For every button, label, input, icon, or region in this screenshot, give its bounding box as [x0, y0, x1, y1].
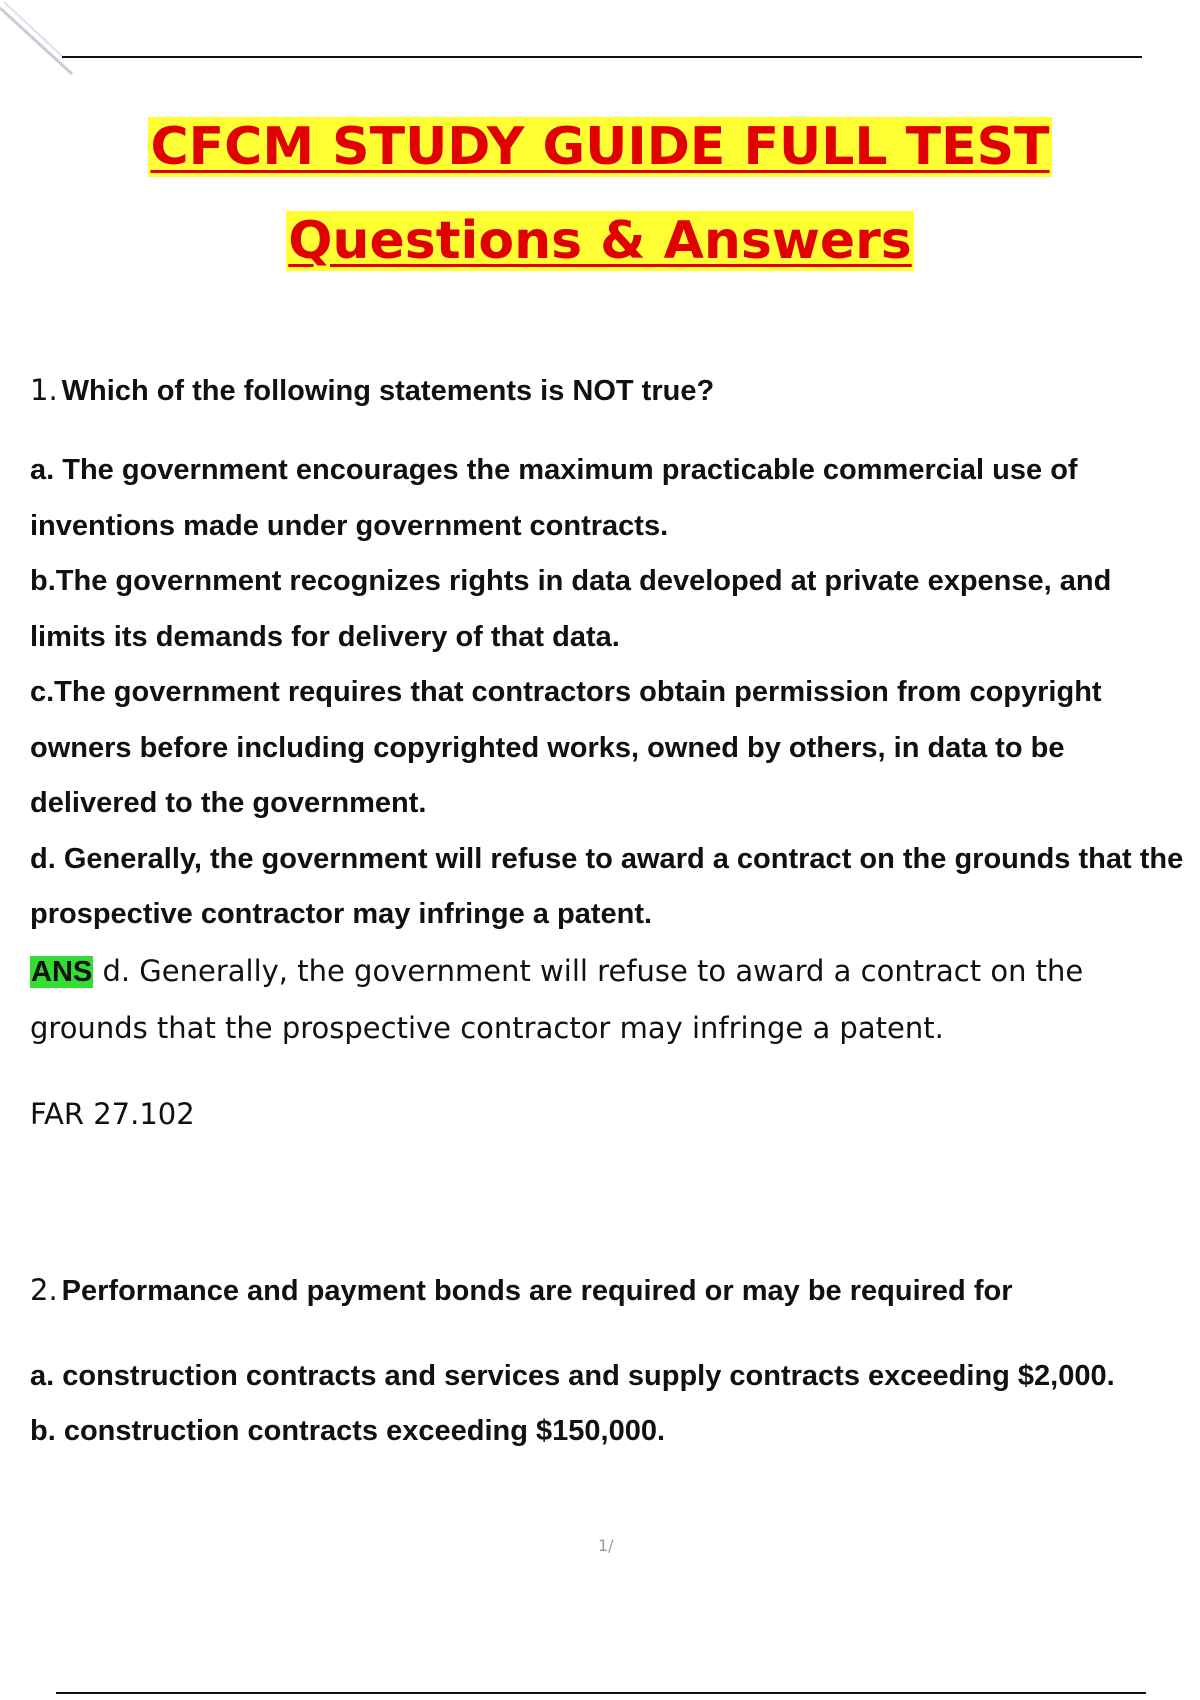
option-b: b. construction contracts exceeding $150,000. [30, 1415, 666, 1447]
question-text: Performance and payment bonds are required or may be required for [61, 1274, 1013, 1307]
document-title [0, 100, 1200, 288]
option-d: d. Generally, the government will refuse to award a contract on the grounds that the prospective contractor may infringe a patent. [30, 842, 1184, 930]
title-line-2: Questions & Answers [288, 211, 912, 271]
reference: FAR 27.102 [30, 1096, 195, 1131]
option-a: a. construction contracts and services and supply contracts exceeding $2,000. [30, 1359, 1115, 1392]
question-number: 2. [30, 1272, 58, 1307]
question-1 [30, 362, 1190, 1142]
page-number: 1/ [598, 1536, 614, 1555]
option-b: b.The government recognizes rights in data developed at private expense, and limits its demands for delivery of that data. [30, 565, 1112, 653]
footer-rule [56, 1692, 1146, 1694]
answer-options [30, 1349, 1190, 1460]
option-a: a. The government encourages the maximum practicable commercial use of inventions made under government contracts. [30, 454, 1078, 542]
question-stem [30, 1262, 1190, 1319]
title-line-1: CFCM STUDY GUIDE FULL TEST [150, 117, 1050, 177]
answer-text: d. Generally, the government will refuse to award a contract on the grounds that the prospective contractor may infringe a patent. [30, 953, 1084, 1045]
answer-options [30, 443, 1190, 943]
question-2 [30, 1262, 1190, 1460]
header-rule [62, 56, 1142, 58]
option-c: c.The government requires that contractors obtain permission from copyright owners before including copyrighted works, owned by others, in data to be delivered to the government. [30, 676, 1102, 819]
document-body [30, 362, 1190, 1460]
question-number: 1. [30, 373, 58, 407]
page-corner-fold [0, 0, 80, 80]
correct-answer [30, 943, 1190, 1056]
question-text: Which of the following statements is NOT true? [61, 375, 715, 407]
question-stem [30, 362, 1190, 419]
answer-tag: ANS [31, 955, 93, 988]
